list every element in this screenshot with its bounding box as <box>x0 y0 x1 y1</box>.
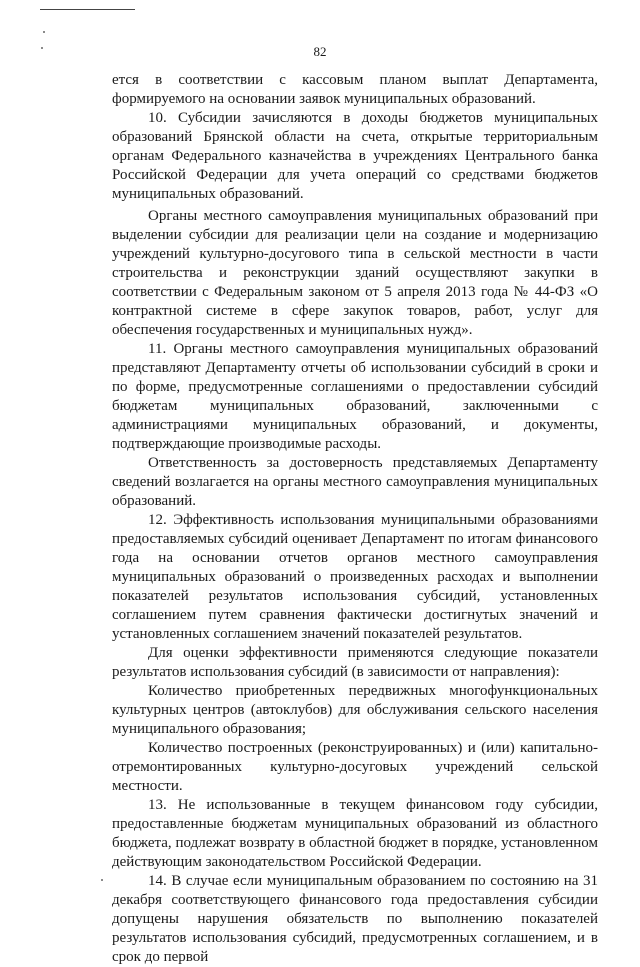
paragraph-continuation: ется в соответствии с кассовым планом выплат Департамента, формируемого на основании заявок муниципальных образований. <box>112 72 598 107</box>
paragraph-item-11: 11. Органы местного самоуправления муниципальных образований представляют Департаменту отчеты об использовании субсидий в сроки и по форме, предусмотренные соглашениями о предоставлении субсидий бюджетам муниципальных образований, заключенными с администрациями муниципальных образований, и документы, подтверждающие производимые расходы. <box>112 341 598 452</box>
scan-speck <box>43 31 45 33</box>
body-text <box>112 71 598 967</box>
page-number: 82 <box>313 44 327 59</box>
paragraph-indicators-intro: Для оценки эффективности применяются следующие показатели результатов использования субсидий (в зависимости от направления): <box>112 645 598 680</box>
paragraph-indicator-buildings: Количество построенных (реконструированных) и (или) капитально-отремонтированных культурно-досуговых учреждений сельской местности. <box>112 740 598 794</box>
paragraph-procurement: Органы местного самоуправления муниципальных образований при выделении субсидии для реализации цели на создание и модернизацию учреждений культурно-досугового типа в сельской местности в части строительства и реконструкции зданий осуществляют закупки в соответствии с Федеральным законом от 5 апреля 2013 года № 44-ФЗ «О контрактной системе в сфере закупок товаров, работ, услуг для обеспечения государственных и муниципальных нужд». <box>112 208 598 338</box>
paragraph-item-14: 14. В случае если муниципальным образованием по состоянию на 31 декабря соответствующего финансового года предоставления субсидии допущены нарушения обязательств по выполнению показателей результатов использования субсидий, предусмотренных соглашением, и в срок до первой <box>112 873 598 965</box>
paragraph-item-12: 12. Эффективность использования муниципальными образованиями предоставляемых субсидий оценивает Департамент по итогам финансового года на основании отчетов органов местного самоуправления муниципальных образований о произведенных расходах и выполнении показателей результатов использования субсидий, установленных соглашением путем сравнения фактически достигнутых значений и установленных соглашением значений показателей результатов. <box>112 512 598 642</box>
paragraph-item-13: 13. Не использованные в текущем финансовом году субсидии, предоставленные бюджетам муниципальных образований из областного бюджета, подлежат возврату в областной бюджет в порядке, установленном действующим законодательством Российской Федерации. <box>112 797 598 870</box>
paragraph-item-10: 10. Субсидии зачисляются в доходы бюджетов муниципальных образований Брянской области на счета, открытые территориальным органам Федерального казначейства в учреждениях Центрального банка Российской Федерации для учета операций со средствами бюджетов муниципальных образований. <box>112 110 598 202</box>
scan-speck <box>101 879 103 881</box>
paragraph-responsibility: Ответственность за достоверность представляемых Департаменту сведений возлагается на органы местного самоуправления муниципальных образований. <box>112 455 598 509</box>
scan-mark-line <box>40 9 135 10</box>
paragraph-indicator-autoclubs: Количество приобретенных передвижных многофункциональных культурных центров (автоклубов) для обслуживания сельского населения муниципального образования; <box>112 683 598 737</box>
